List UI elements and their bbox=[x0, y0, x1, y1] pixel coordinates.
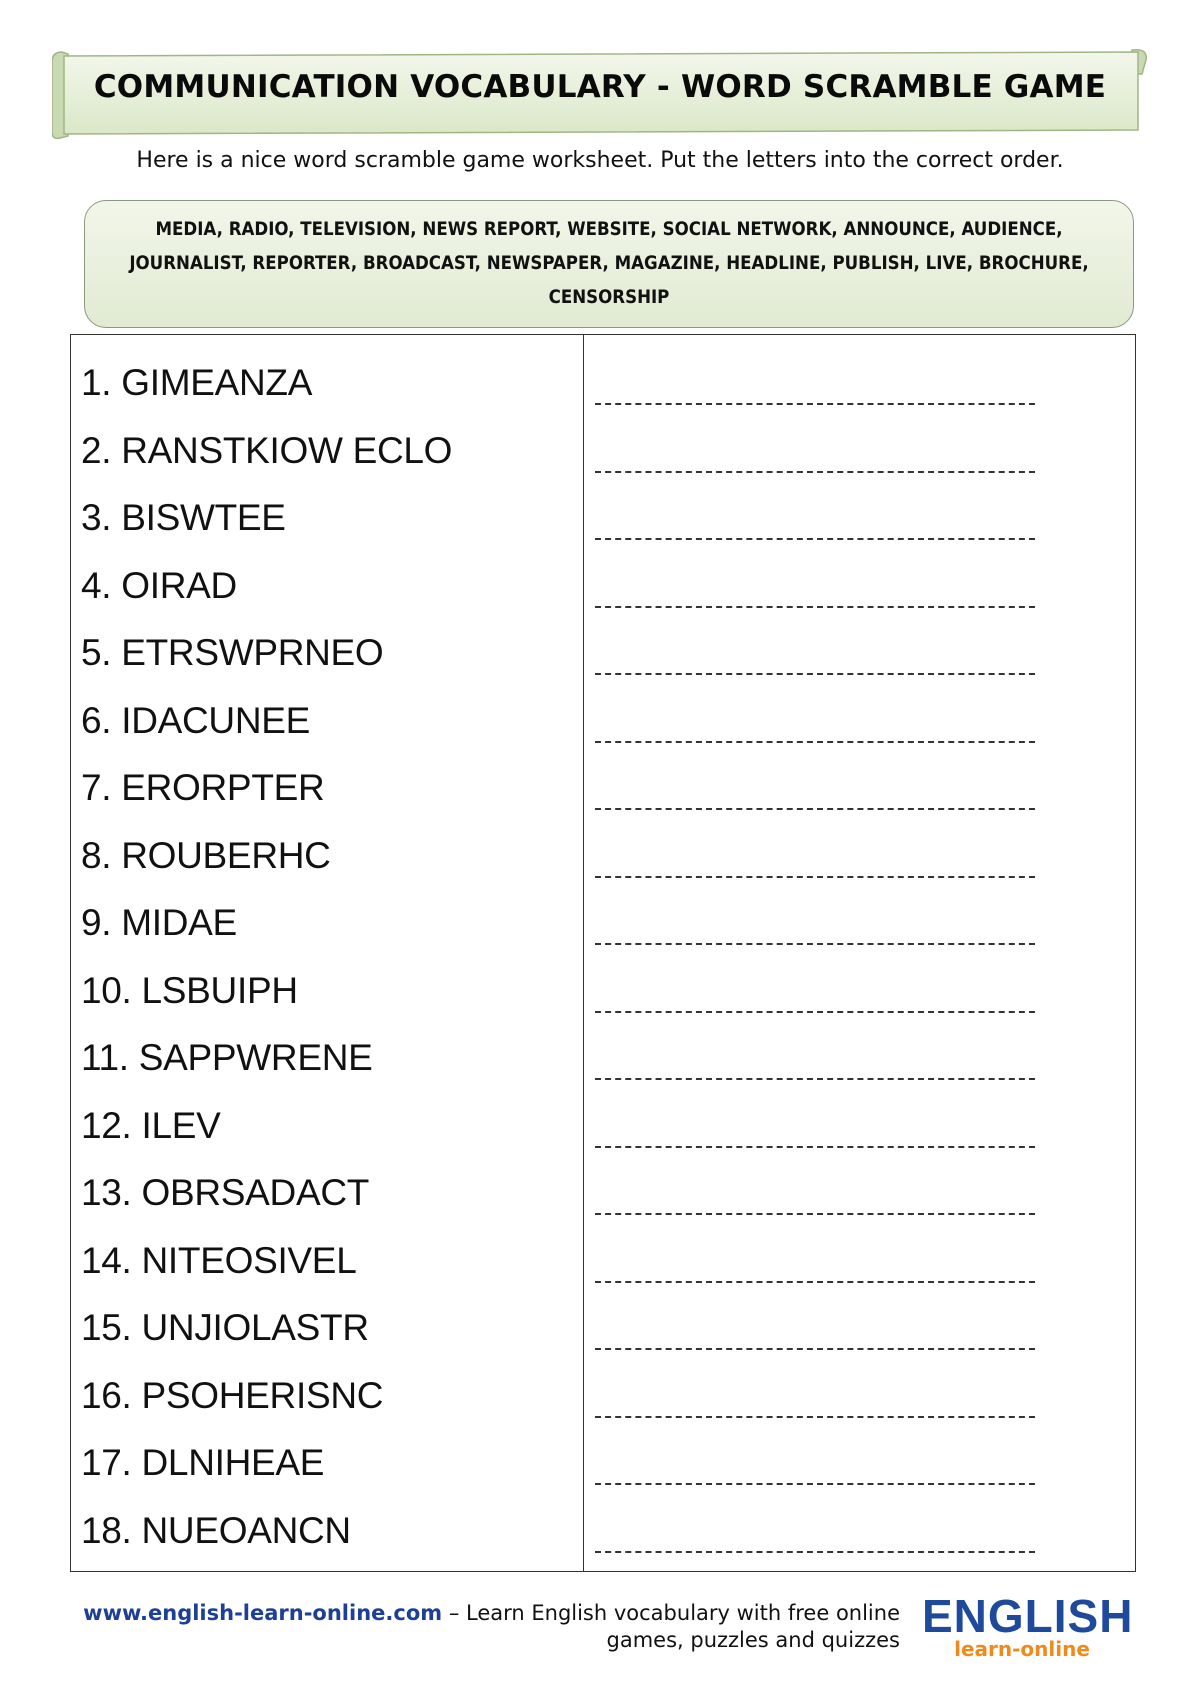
word-bank-box bbox=[84, 200, 1134, 328]
answer-blank[interactable] bbox=[595, 673, 1035, 675]
answer-blank[interactable] bbox=[595, 1483, 1035, 1485]
logo-sub-text: learn-online bbox=[954, 1637, 1090, 1661]
answer-blank[interactable] bbox=[595, 403, 1035, 405]
answer-blank[interactable] bbox=[595, 876, 1035, 878]
english-learn-online-logo bbox=[922, 1590, 1134, 1661]
answer-blank[interactable] bbox=[595, 1011, 1035, 1013]
answer-blank[interactable] bbox=[595, 1416, 1035, 1418]
scramble-rows bbox=[71, 353, 1135, 1568]
scrambled-word: 4. OIRAD bbox=[81, 564, 237, 606]
scramble-row bbox=[71, 1366, 1135, 1434]
scrambled-word: 14. NITEOSIVEL bbox=[81, 1239, 357, 1281]
answer-blank[interactable] bbox=[595, 741, 1035, 743]
scrambled-word: 15. UNJIOLASTR bbox=[81, 1307, 369, 1348]
scramble-row bbox=[71, 961, 1135, 1029]
answer-blank[interactable] bbox=[595, 1551, 1035, 1553]
footer-line2: games, puzzles and quizzes bbox=[606, 1628, 900, 1652]
answer-blank[interactable] bbox=[595, 538, 1035, 540]
scramble-row bbox=[71, 691, 1135, 759]
scramble-row bbox=[71, 623, 1135, 691]
answer-blank[interactable] bbox=[595, 1078, 1035, 1080]
answer-blank[interactable] bbox=[595, 471, 1035, 473]
scrambled-word: 11. SAPPWRENE bbox=[81, 1037, 373, 1078]
scramble-row bbox=[71, 421, 1135, 489]
scramble-row bbox=[71, 893, 1135, 961]
word-bank-text: MEDIA, RADIO, TELEVISION, NEWS REPORT, WEBSITE, SOCIAL NETWORK, ANNOUNCE, AUDIENCE, JOURNALIST, REPORTER, BROADCAST, NEWSPAPER, MAGAZINE, HEADLINE, PUBLISH, LIVE, BROCHURE, CENSORSHIP bbox=[129, 219, 1089, 308]
answer-blank[interactable] bbox=[595, 943, 1035, 945]
scramble-row bbox=[71, 488, 1135, 556]
footer-link[interactable]: www.english-learn-online.com bbox=[83, 1601, 443, 1625]
scrambled-word: 16. PSOHERISNC bbox=[81, 1374, 384, 1416]
scramble-row bbox=[71, 1231, 1135, 1299]
scrambled-word: 2. RANSTKIOW ECLO bbox=[81, 429, 453, 471]
answer-blank[interactable] bbox=[595, 808, 1035, 810]
scrambled-word: 1. GIMEANZA bbox=[81, 362, 313, 403]
page-title: COMMUNICATION VOCABULARY - WORD SCRAMBLE GAME bbox=[93, 69, 1107, 105]
answer-blank[interactable] bbox=[595, 1146, 1035, 1148]
answer-blank[interactable] bbox=[595, 1281, 1035, 1283]
instructions-text: Here is a nice word scramble game worksheet. Put the letters into the correct order. bbox=[136, 148, 1064, 173]
scrambled-word: 6. IDACUNEE bbox=[81, 699, 311, 741]
scramble-row bbox=[71, 1501, 1135, 1569]
title-banner bbox=[52, 44, 1148, 144]
scramble-row bbox=[71, 1096, 1135, 1164]
scramble-row bbox=[71, 826, 1135, 894]
scrambled-word: 8. ROUBERHC bbox=[81, 834, 331, 876]
scramble-row bbox=[71, 1433, 1135, 1501]
scrambled-word: 5. ETRSWPRNEO bbox=[81, 632, 384, 673]
answer-blank[interactable] bbox=[595, 1213, 1035, 1215]
scramble-row bbox=[71, 1163, 1135, 1231]
scrambled-word: 12. ILEV bbox=[81, 1104, 221, 1146]
scramble-row bbox=[71, 1028, 1135, 1096]
scrambled-word: 10. LSBUIPH bbox=[81, 969, 298, 1011]
answer-blank[interactable] bbox=[595, 1348, 1035, 1350]
scramble-row bbox=[71, 353, 1135, 421]
scramble-row bbox=[71, 758, 1135, 826]
footer-line1: – Learn English vocabulary with free online bbox=[442, 1601, 900, 1625]
scrambled-word: 13. OBRSADACT bbox=[81, 1172, 370, 1213]
scrambled-word: 17. DLNIHEAE bbox=[81, 1442, 325, 1483]
scramble-row bbox=[71, 1298, 1135, 1366]
scrambled-word: 7. ERORPTER bbox=[81, 767, 325, 808]
scrambled-word: 3. BISWTEE bbox=[81, 497, 286, 538]
footer-text bbox=[50, 1600, 900, 1654]
logo-main-text: ENGLISH bbox=[922, 1590, 1134, 1642]
scramble-row bbox=[71, 556, 1135, 624]
scrambled-word: 18. NUEOANCN bbox=[81, 1509, 351, 1551]
scramble-table bbox=[70, 334, 1136, 1572]
answer-blank[interactable] bbox=[595, 606, 1035, 608]
scrambled-word: 9. MIDAE bbox=[81, 902, 237, 943]
